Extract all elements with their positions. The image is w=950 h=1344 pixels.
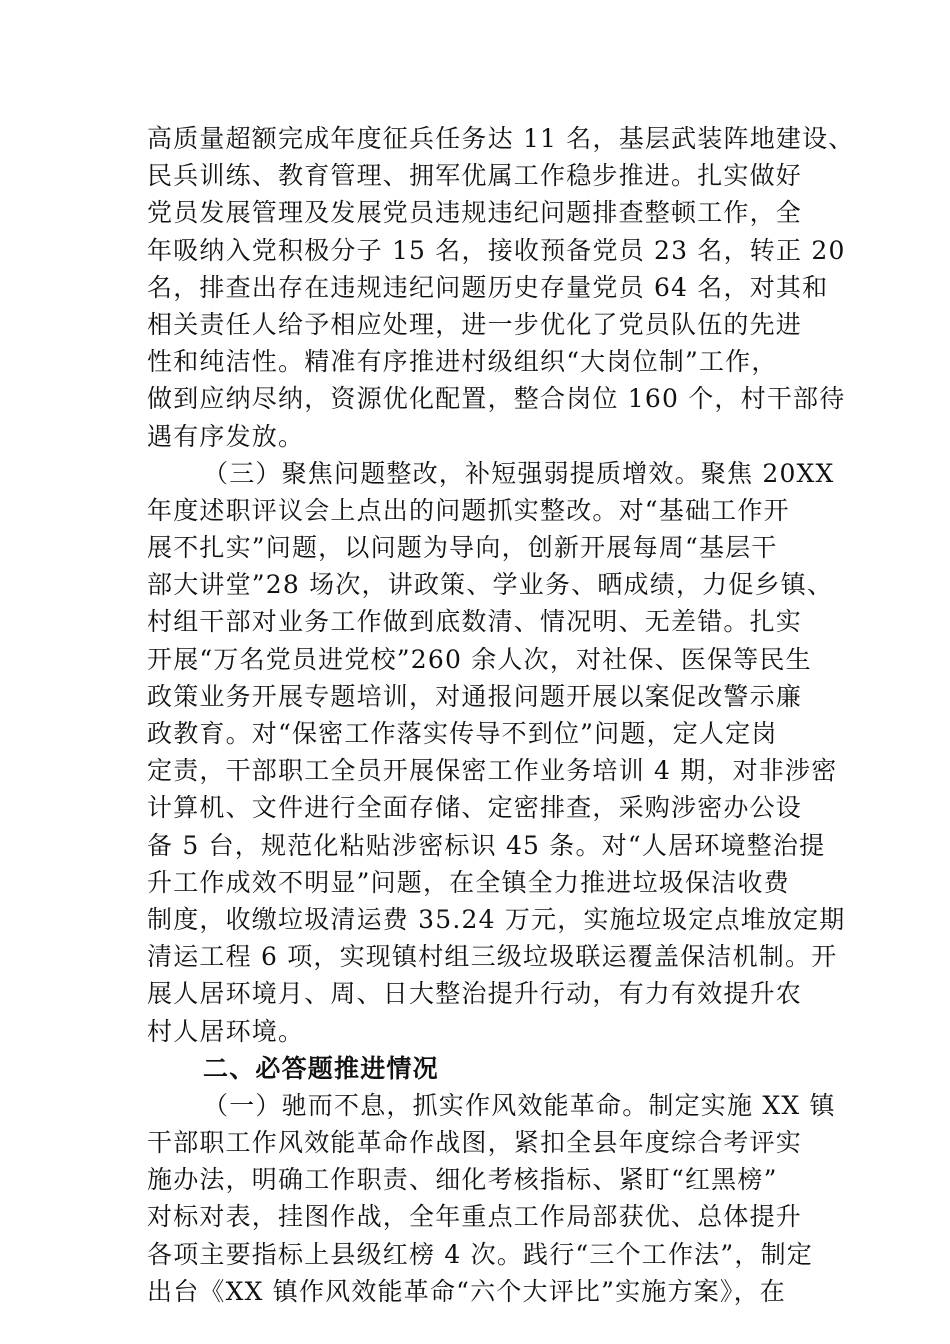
- text-line: 各项主要指标上县级红榜 4 次。践行“三个工作法”，制定: [147, 1239, 813, 1269]
- text-line: 施办法，明确工作职责、细化考核指标、紧盯“红黑榜”: [147, 1165, 778, 1195]
- text-line: 做到应纳尽纳，资源优化配置，整合岗位 160 个，村干部待: [147, 384, 846, 414]
- section-heading: 二、必答题推进情况: [203, 1053, 439, 1083]
- text-line: 相关责任人给予相应处理，进一步优化了党员队伍的先进: [147, 309, 803, 339]
- document-body: [147, 120, 855, 1310]
- text-line: 遇有序发放。: [147, 421, 305, 451]
- text-line: 展不扎实”问题，以问题为导向，创新开展每周“基层干: [147, 533, 778, 563]
- text-line: 民兵训练、教育管理、拥军优属工作稳步推进。扎实做好: [147, 161, 803, 191]
- paragraph-start-line: （三）聚焦问题整改，补短强弱提质增效。聚焦 20XX: [203, 458, 835, 488]
- text-line: 党员发展管理及发展党员违规违纪问题排查整顿工作，全: [147, 198, 803, 228]
- paragraph-start-line: （一）驰而不息，抓实作风效能革命。制定实施 XX 镇: [203, 1090, 836, 1120]
- text-line: 清运工程 6 项，实现镇村组三级垃圾联运覆盖保洁机制。开: [147, 942, 838, 972]
- text-line: 村组干部对业务工作做到底数清、情况明、无差错。扎实: [147, 607, 803, 637]
- text-line: 名，排查出存在违规违纪问题历史存量党员 64 名，对其和: [147, 272, 829, 302]
- text-line: 干部职工作风效能革命作战图，紧扣全县年度综合考评实: [147, 1128, 803, 1158]
- text-line: 定责，干部职工全员开展保密工作业务培训 4 期，对非涉密: [147, 756, 838, 786]
- text-line: 对标对表，挂图作战，全年重点工作局部获优、总体提升: [147, 1202, 803, 1232]
- text-line: 年吸纳入党积极分子 15 名，接收预备党员 23 名，转正 20: [147, 235, 846, 265]
- text-line: 备 5 台，规范化粘贴涉密标识 45 条。对“人居环境整治提: [147, 830, 826, 860]
- text-line: 开展“万名党员进党校”260 余人次，对社保、医保等民生: [147, 644, 812, 674]
- text-line: 性和纯洁性。精准有序推进村级组织“大岗位制”工作，: [147, 347, 778, 377]
- text-line: 政教育。对“保密工作落实传导不到位”问题，定人定岗: [147, 719, 778, 748]
- text-line: 部大讲堂”28 场次，讲政策、学业务、晒成绩，力促乡镇、: [147, 570, 834, 600]
- text-line: 升工作成效不明显”问题，在全镇全力推进垃圾保洁收费: [147, 867, 790, 897]
- text-line: 展人居环境月、周、日大整治提升行动，有力有效提升农: [147, 979, 803, 1009]
- text-line: 年度述职评议会上点出的问题抓实整改。对“基础工作开: [147, 495, 790, 525]
- text-line: 制度，收缴垃圾清运费 35.24 万元，实施垃圾定点堆放定期: [147, 904, 846, 934]
- text-line: 出台《XX 镇作风效能革命“六个大评比”实施方案》，在: [147, 1276, 787, 1306]
- text-line: 村人居环境。: [147, 1016, 305, 1046]
- text-line: 政策业务开展专题培训，对通报问题开展以案促改警示廉: [147, 681, 803, 711]
- text-line: 高质量超额完成年度征兵任务达 11 名，基层武装阵地建设、: [147, 124, 855, 153]
- text-line: 计算机、文件进行全面存储、定密排查，采购涉密办公设: [147, 793, 803, 823]
